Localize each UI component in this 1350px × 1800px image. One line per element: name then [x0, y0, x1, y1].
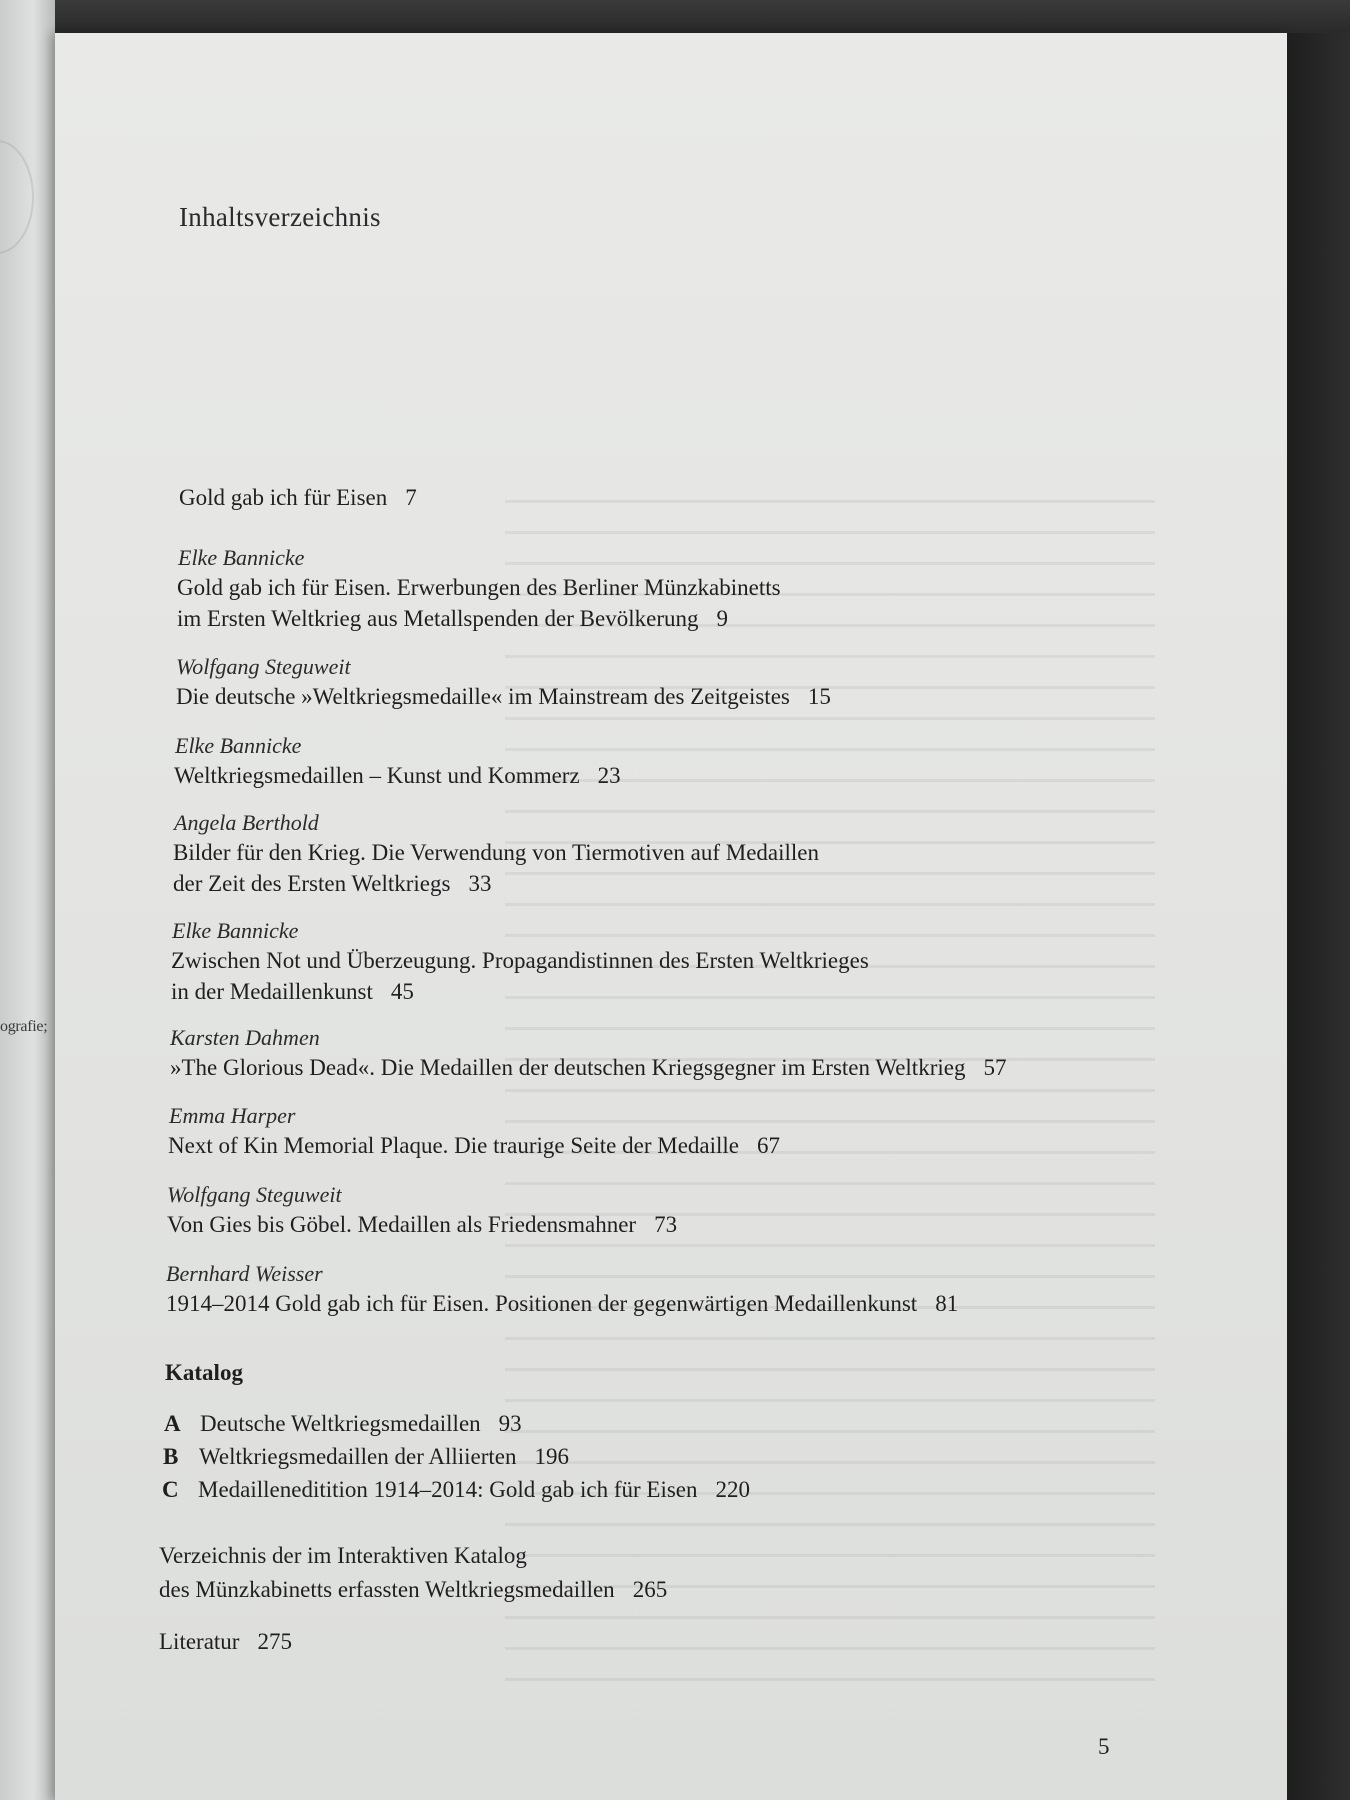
left-page-text-fragment: ografie; [0, 1018, 48, 1035]
toc-entry-line [177, 604, 728, 634]
appendix-line-text: Literatur [159, 1629, 240, 1654]
toc-entry-line [176, 682, 831, 712]
toc-entry-line-text: Bilder für den Krieg. Die Verwendung von Tiermotiven auf Medaillen [173, 840, 819, 865]
toc-author: Elke Bannicke [178, 545, 305, 570]
toc-author: Wolfgang Steguweit [176, 654, 351, 679]
toc-entry-line-text: im Ersten Weltkrieg aus Metallspenden der Bevölkerung [177, 606, 699, 631]
katalog-letter: C [162, 1477, 179, 1502]
toc-author: Karsten Dahmen [170, 1025, 320, 1050]
appendix-line [159, 1541, 527, 1571]
appendix-line-page-number: 265 [632, 1577, 668, 1602]
toc-entry-line [177, 573, 781, 603]
toc-entry-line-text: 1914–2014 Gold gab ich für Eisen. Positionen der gegenwärtigen Medaillenkunst [166, 1291, 918, 1316]
toc-entry-line-page-number: 73 [654, 1212, 678, 1237]
toc-entry-line-text: »The Glorious Dead«. Die Medaillen der deutschen Kriegsgegner im Ersten Weltkrieg [170, 1055, 966, 1080]
katalog-item-page-number: 196 [534, 1444, 569, 1469]
toc-entry-line [171, 977, 414, 1007]
toc-author: Bernhard Weisser [166, 1261, 323, 1286]
katalog-item-page-number: 93 [498, 1411, 522, 1436]
toc-entry-line-page-number: 45 [390, 979, 414, 1004]
appendix-line-text: des Münzkabinetts erfassten Weltkriegsmedaillen [159, 1577, 615, 1602]
toc-entry-line-text: Gold gab ich für Eisen [179, 485, 388, 510]
katalog-letter: A [164, 1411, 181, 1436]
appendix-line [159, 1575, 667, 1605]
katalog-item-text: Deutsche Weltkriegsmedaillen [200, 1411, 481, 1436]
toc-entry-line [168, 1131, 780, 1161]
toc-entry-line-text: der Zeit des Ersten Weltkriegs [173, 871, 451, 896]
toc-author: Wolfgang Steguweit [167, 1182, 342, 1207]
toc-entry-line [167, 1210, 677, 1240]
toc-entry-line-page-number: 67 [757, 1133, 780, 1158]
appendix-line-text: Verzeichnis der im Interaktiven Katalog [159, 1543, 527, 1568]
show-through-mark [0, 140, 34, 254]
toc-entry-line [171, 946, 869, 976]
toc-entry-line-page-number: 7 [405, 485, 417, 510]
toc-entry-line [173, 869, 491, 899]
toc-entry-line-text: Zwischen Not und Überzeugung. Propagandistinnen des Ersten Weltkrieges [171, 948, 869, 973]
appendix-line-page-number: 275 [257, 1629, 292, 1654]
toc-entry-line [170, 1053, 1006, 1083]
toc-author: Angela Berthold [174, 810, 319, 835]
toc-entry-line [179, 483, 417, 513]
toc-entry-line-page-number: 33 [468, 871, 492, 896]
toc-entry-line-text: Weltkriegsmedaillen – Kunst und Kommerz [174, 763, 580, 788]
toc-entry-line-text: Gold gab ich für Eisen. Erwerbungen des Berliner Münzkabinetts [177, 575, 781, 600]
right-background [1287, 33, 1350, 1800]
katalog-heading: Katalog [165, 1360, 243, 1385]
toc-entry-line-page-number: 15 [807, 684, 831, 709]
toc-entry-line-text: Von Gies bis Göbel. Medaillen als Friedensmahner [167, 1212, 637, 1237]
toc-entry-line [173, 838, 819, 868]
toc-author: Emma Harper [169, 1103, 296, 1128]
katalog-item [163, 1442, 569, 1472]
page-number: 5 [1098, 1734, 1110, 1759]
toc-entry-line-text: Next of Kin Memorial Plaque. Die traurige Seite der Medaille [168, 1133, 739, 1158]
toc-author: Elke Bannicke [172, 918, 299, 943]
toc-entry-line-page-number: 23 [597, 763, 621, 788]
toc-entry-line-text: Die deutsche »Weltkriegsmedaille« im Mainstream des Zeitgeistes [176, 684, 790, 709]
katalog-item-text: Medailleneditition 1914–2014: Gold gab ich für Eisen [198, 1477, 698, 1502]
toc-entry-line-page-number: 81 [935, 1291, 959, 1316]
katalog-item-page-number: 220 [715, 1477, 751, 1502]
toc-entry-line [174, 761, 621, 791]
show-through-heading [405, 203, 415, 250]
toc-entry-line [166, 1289, 958, 1319]
toc-entry-line-text: in der Medaillenkunst [171, 979, 373, 1004]
page-title: Inhaltsverzeichnis [179, 202, 381, 232]
katalog-item-text: Weltkriegsmedaillen der Alliierten [199, 1444, 517, 1469]
toc-entry-line-page-number: 57 [983, 1055, 1007, 1080]
left-page-edge [0, 0, 55, 1800]
appendix-line [159, 1627, 292, 1657]
katalog-item [162, 1475, 750, 1505]
katalog-item [164, 1409, 522, 1439]
toc-entry-line-page-number: 9 [716, 606, 728, 631]
katalog-letter: B [163, 1444, 179, 1469]
toc-author: Elke Bannicke [175, 733, 302, 758]
